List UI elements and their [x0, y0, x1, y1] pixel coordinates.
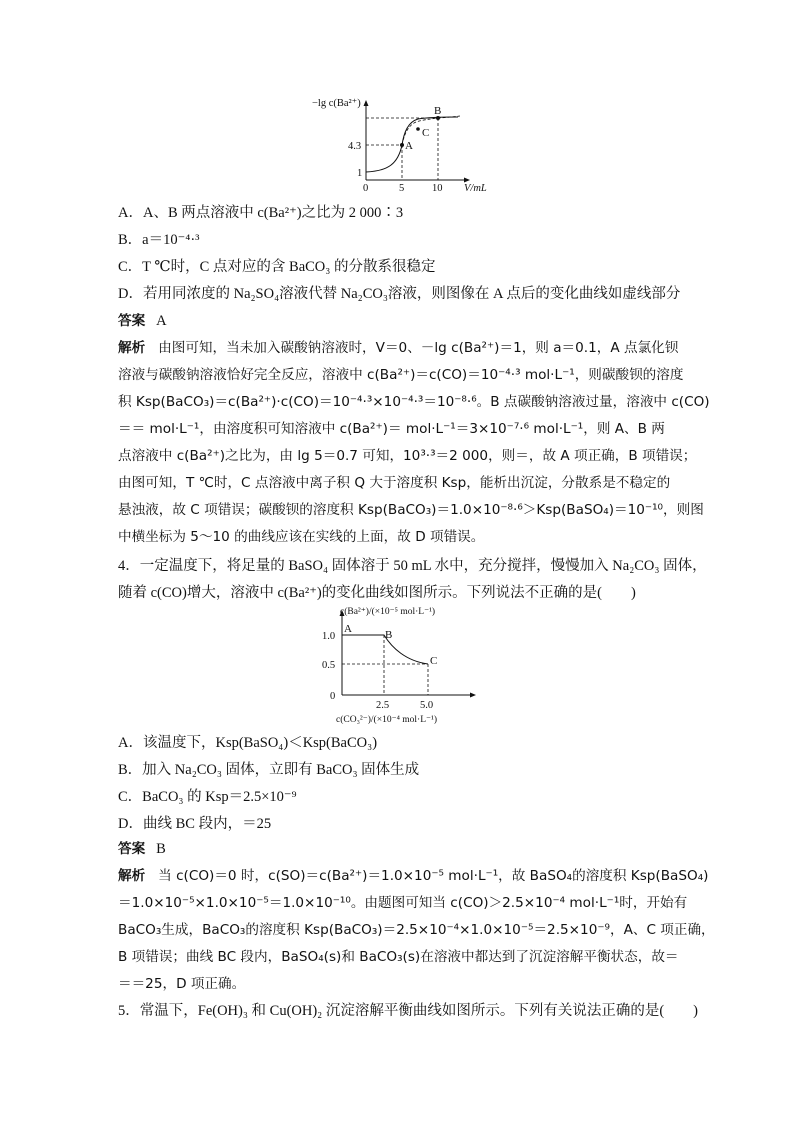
- q4-analysis-line-1: [118, 866, 708, 886]
- q4-answer-label: 答案: [118, 841, 146, 857]
- q4-answer-value: B: [156, 841, 166, 857]
- fig1-point-a: [400, 143, 404, 147]
- q4-option-d: D．曲线 BC 段内，＝25: [118, 816, 272, 832]
- fig2-x-tick-2-5: 2.5: [376, 700, 390, 711]
- fig1-y-axis-label: −lg c(Ba²⁺): [312, 98, 361, 109]
- q3-analysis-line-8: 中横坐标为 5～10 的曲线应该在实线的上面，故 D 项错误。: [118, 529, 485, 545]
- fig1-x-tick-10: 10: [432, 183, 443, 192]
- q4-option-b: B．加入 Na₂CO₃ 固体，立即有 BaCO₃ 固体生成: [118, 762, 420, 778]
- fig2-point-c-label: C: [430, 655, 438, 667]
- fig1-y-tick-4-3: 4.3: [348, 141, 362, 152]
- q4-analysis-text-1: 当 c(CO)＝0 时，c(SO)＝c(Ba²⁺)＝1.0×10⁻⁵ mol·L⁻¹，故 BaSO₄的溶度积 Ksp(BaSO₄): [158, 868, 709, 884]
- q3-analysis-line-3: 积 Ksp(BaCO₃)＝c(Ba²⁺)·c(CO)＝10⁻⁴·³×10⁻⁴·³＝10⁻⁸·⁶。B 点碳酸钠溶液过量，溶液中 c(CO): [118, 394, 710, 410]
- q3-answer-label: 答案: [118, 313, 146, 329]
- q3-analysis-line-2: 溶液与碳酸钠溶液恰好完全反应，溶液中 c(Ba²⁺)＝c(CO)＝10⁻⁴·³ mol·L⁻¹，则碳酸钡的溶度: [118, 367, 684, 383]
- fig2-x-axis-label: c(CO₃²⁻)/(×10⁻⁴ mol·L⁻¹): [336, 715, 438, 725]
- fig1-y-arrow: [364, 100, 369, 106]
- q3-analysis-text-1: 由图可知，当未加入碳酸钠溶液时，V＝0、－lg c(Ba²⁺)＝1，则 a＝0.1，A 点氯化钡: [158, 340, 679, 356]
- fig1-x-tick-5: 5: [399, 183, 405, 192]
- q3-option-c: C．T ℃时，C 点对应的含 BaCO₃ 的分散系很稳定: [118, 259, 436, 275]
- figure-1-curve-chart: [300, 92, 500, 192]
- fig2-y-tick-0: 0: [330, 691, 336, 702]
- fig1-x-axis-label: V/mL: [464, 183, 487, 192]
- fig2-x-tick-5-0: 5.0: [420, 700, 434, 711]
- q3-analysis-line-6: 由图可知，T ℃时，C 点溶液中离子积 Q 大于溶度积 Ksp，能析出沉淀，分散系是不稳定的: [118, 475, 671, 491]
- fig2-y-axis-label: c(Ba²⁺)/(×10⁻⁵ mol·L⁻¹): [340, 607, 436, 617]
- q4-option-a: A．该温度下，Ksp(BaSO₄)＜Ksp(BaCO₃): [118, 735, 378, 751]
- q4-stem-line-2: 随着 c(CO)增大，溶液中 c(Ba²⁺)的变化曲线如图所示。下列说法不正确的是( ): [118, 585, 636, 601]
- q4-analysis-line-5: ＝＝25，D 项正确。: [118, 976, 246, 992]
- q3-option-b: B．a＝10⁻⁴·³: [118, 232, 200, 248]
- fig2-point-a-label: A: [344, 623, 352, 635]
- q5-stem: 5．常温下，Fe(OH)₃ 和 Cu(OH)₂ 沉淀溶解平衡曲线如图所示。下列有关说法正确的是( ): [118, 1003, 699, 1019]
- q4-stem-line-1: 4．一定温度下，将足量的 BaSO₄ 固体溶于 50 mL 水中，充分搅拌，慢慢加入 Na₂CO₃ 固体，: [118, 558, 707, 574]
- fig1-point-a-label: A: [405, 140, 413, 152]
- fig1-point-b-label: B: [434, 105, 442, 117]
- fig1-x-arrow: [464, 178, 470, 183]
- fig2-y-tick-0-5: 0.5: [322, 660, 336, 671]
- figure-2-curve-chart: [310, 604, 500, 726]
- q4-option-c: C．BaCO₃ 的 Ksp＝2.5×10⁻⁹: [118, 789, 297, 805]
- q4-answer-line: [118, 839, 166, 859]
- q3-answer-value: A: [156, 313, 167, 329]
- q3-analysis-line-1: [118, 338, 678, 358]
- q3-analysis-label: 解析: [118, 340, 146, 356]
- q4-analysis-line-3: BaCO₃生成，BaCO₃的溶度积 Ksp(BaCO₃)＝2.5×10⁻⁴×1.0×10⁻⁵＝2.5×10⁻⁹，A、C 项正确，: [118, 922, 715, 938]
- fig2-y-tick-1-0: 1.0: [322, 631, 336, 642]
- q3-analysis-line-5: 点溶液中 c(Ba²⁺)之比为，由 lg 5＝0.7 可知，10³·³＝2 000，则＝，故 A 项正确，B 项错误；: [118, 448, 697, 464]
- fig2-point-b-label: B: [385, 629, 393, 641]
- q4-analysis-label: 解析: [118, 868, 146, 884]
- fig1-y-tick-1: 1: [357, 168, 363, 179]
- q4-analysis-line-4: B 项错误；曲线 BC 段内，BaSO₄(s)和 BaCO₃(s)在溶液中都达到了沉淀溶解平衡状态，故＝: [118, 949, 679, 965]
- fig1-point-c: [416, 127, 420, 131]
- fig1-x-tick-0: 0: [363, 183, 369, 192]
- q3-answer-line: [118, 311, 167, 331]
- fig2-x-arrow: [470, 693, 476, 698]
- fig1-point-c-label: C: [422, 127, 430, 139]
- q3-analysis-line-4: ＝＝ mol·L⁻¹，由溶度积可知溶液中 c(Ba²⁺)＝ mol·L⁻¹＝3×10⁻⁷·⁶ mol·L⁻¹，则 A、B 两: [118, 421, 665, 437]
- q3-option-a: A．A、B 两点溶液中 c(Ba²⁺)之比为 2 000∶3: [118, 205, 404, 221]
- q3-option-d: D．若用同浓度的 Na₂SO₄溶液代替 Na₂CO₃溶液，则图像在 A 点后的变化曲线如虚线部分: [118, 286, 681, 302]
- q4-analysis-line-2: ＝1.0×10⁻⁵×1.0×10⁻⁵＝1.0×10⁻¹⁰。由题图可知当 c(CO)＞2.5×10⁻⁴ mol·L⁻¹时，开始有: [118, 895, 688, 911]
- q3-analysis-line-7: 悬浊液，故 C 项错误；碳酸钡的溶度积 Ksp(BaCO₃)＝1.0×10⁻⁸·⁶＞Ksp(BaSO₄)＝10⁻¹⁰，则图: [118, 502, 704, 518]
